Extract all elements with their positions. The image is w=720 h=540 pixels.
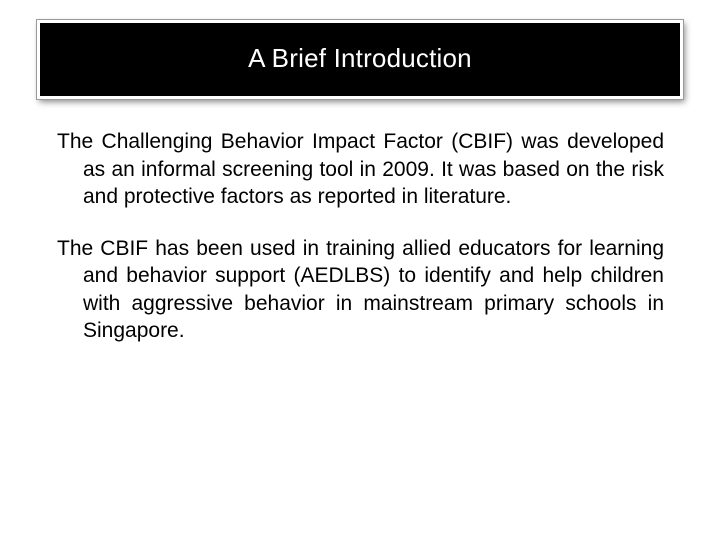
title-bar bbox=[37, 20, 683, 99]
slide-title: A Brief Introduction bbox=[248, 42, 472, 73]
body-paragraph-2: The CBIF has been used in training allied educators for learning and behavior support (AEDLBS) to identify and help children with aggressive behavior in mainstream primary schools in Singapore. bbox=[57, 236, 664, 342]
body-paragraph-1: The Challenging Behavior Impact Factor (CBIF) was developed as an informal screening tool in 2009. It was based on the risk and protective factors as reported in literature. bbox=[57, 130, 664, 208]
slide-body bbox=[57, 128, 664, 369]
